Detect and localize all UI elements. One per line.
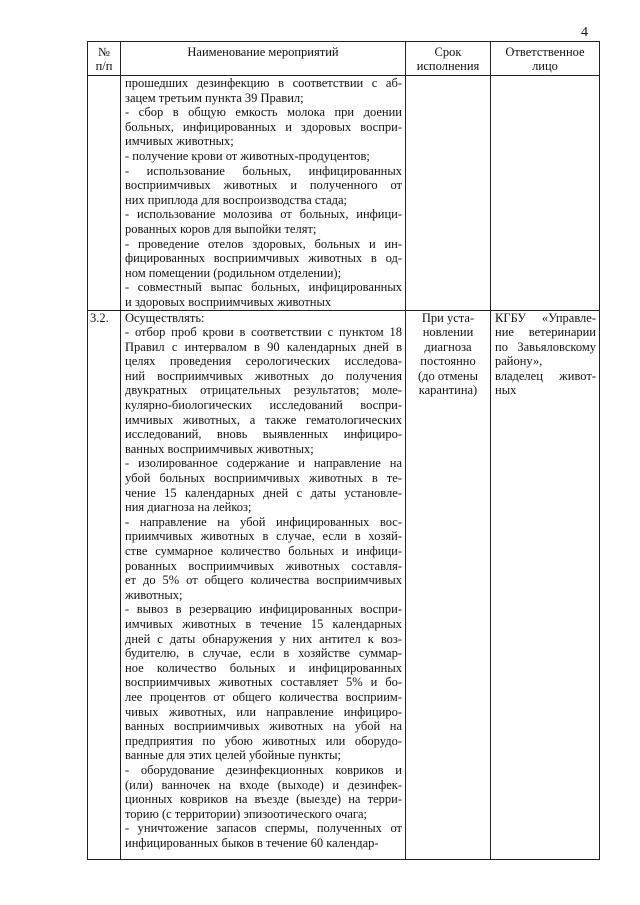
- measure-text-line: целях проведения серологических исследова-: [125, 354, 402, 369]
- measure-text-line: - совместный выпас больных, инфицированных: [125, 280, 402, 295]
- measure-text-line: и здоровых восприимчивых животных: [125, 294, 332, 309]
- row-term: [406, 310, 491, 859]
- measure-text-line: кулярно-биологических исследований воспри-: [125, 398, 402, 413]
- row-measures-text: [121, 310, 406, 859]
- measure-text-line: - использование молозива от больных, инфици-: [125, 207, 402, 222]
- measure-text-line: имчивых животных;: [125, 134, 234, 149]
- measure-text-line: ционных ковриков на въезде (выезде) на терри-: [125, 792, 402, 807]
- measure-text-line: животных;: [125, 587, 183, 602]
- row-term: [406, 76, 491, 311]
- header-num: [88, 42, 121, 76]
- measure-text-line: фицированных восприимчивых животных в од-: [125, 251, 402, 266]
- measure-text-line: инфицированных быков в течение 60 календар-: [125, 835, 379, 850]
- measure-text-line: Правил с интервалом в 90 календарных дней в: [125, 339, 402, 354]
- measure-text-line: - сбор в общую емкость молока при доении: [125, 105, 402, 120]
- measure-text-line: ное количество больных и инфицированных: [125, 660, 402, 675]
- responsible-line: по Завьяловскому: [495, 339, 596, 354]
- measure-text-line: них приплода для воспроизводства стада;: [125, 192, 348, 207]
- header-num-line: п/п: [95, 59, 113, 73]
- measure-text-line: ванных восприимчивых животных;: [125, 441, 314, 456]
- measures-table: [87, 41, 600, 860]
- measure-text-line: двукратных отрицательных результатов; моле-: [125, 383, 402, 398]
- measure-text-line: - вывоз в резервацию инфицированных воспри-: [125, 602, 402, 617]
- row-measures-text: [121, 76, 406, 311]
- measure-text-line: Осуществлять:: [125, 310, 205, 325]
- row-number: 3.2.: [88, 310, 121, 859]
- table-header-row: [88, 42, 600, 76]
- measure-text-line: имчивых животных, а также гематологических: [125, 412, 402, 427]
- measure-text-line: - изолированное содержание и направление на: [125, 456, 402, 471]
- row-responsible: [491, 76, 600, 311]
- measure-text-line: ния диагноза на лейкоз;: [125, 500, 252, 515]
- measure-text-line: ний восприимчивых животных до получения: [125, 368, 402, 383]
- measure-text-line: - оборудование дезинфекционных ковриков и: [125, 762, 402, 777]
- term-line: (до отмены: [418, 368, 478, 383]
- measure-text-line: (или) ванночек на входе (выходе) и дезинфек-: [125, 777, 402, 792]
- measure-text-line: будителю, в случае, если в хозяйстве суммар-: [125, 646, 402, 661]
- measure-text-line: чивых животных, или направление инфициро-: [125, 704, 402, 719]
- measure-text-line: ном помещении (родильном отделении);: [125, 265, 342, 280]
- header-responsible-line: Ответственное: [505, 45, 585, 59]
- responsible-line: владелец живот-: [495, 368, 596, 383]
- term-line: постоянно: [420, 354, 476, 369]
- header-name: Наименование мероприятий: [121, 42, 406, 76]
- term-line: диагноза: [424, 339, 472, 354]
- measure-text-line: дней с даты обнаружения у них антител к воз-: [125, 631, 402, 646]
- measure-text-line: больных, инфицированных и здоровых воспри-: [125, 119, 402, 134]
- measure-text-line: - уничтожение запасов спермы, полученных от: [125, 821, 402, 836]
- header-term-line: Срок: [434, 45, 462, 59]
- header-responsible-line: лицо: [532, 59, 558, 73]
- header-num-line: №: [98, 45, 110, 59]
- measure-text-line: стве суммарное количество больных и инфици-: [125, 544, 402, 558]
- header-term-line: исполнения: [416, 59, 480, 73]
- measure-text-line: ванных восприимчивых животных на убой на: [125, 719, 402, 734]
- row-responsible: [491, 310, 600, 859]
- term-line: новлении: [422, 325, 474, 340]
- row-number: [88, 76, 121, 311]
- responsible-line: ных: [495, 383, 517, 398]
- table-row: [88, 310, 600, 859]
- term-line: карантина): [418, 383, 478, 398]
- responsible-line: ние ветеринарии: [495, 325, 596, 340]
- measure-text-line: торию (с территории) эпизоотического очага;: [125, 806, 368, 821]
- measure-text-line: чение 15 календарных дней с даты установле-: [125, 485, 402, 500]
- measure-text-line: - получение крови от животных-продуцентов;: [125, 148, 370, 163]
- page-number: 4: [581, 25, 588, 40]
- measure-text-line: исследований, вновь выявленных инфициро-: [125, 427, 402, 442]
- term-line: При уста-: [421, 310, 475, 325]
- responsible-line: КГБУ «Управле-: [495, 310, 596, 325]
- measure-text-line: - проведение отелов здоровых, больных и ин-: [125, 236, 402, 251]
- measure-text-line: - направление на убой инфицированных вос-: [125, 514, 402, 529]
- measure-text-line: ет до 5% от общего количества восприимчивых: [125, 573, 402, 588]
- responsible-line: району»,: [495, 354, 543, 369]
- measure-text-line: прошедших дезинфекцию в соответствии с аб-: [125, 76, 402, 90]
- measure-text-line: - отбор проб крови в соответствии с пунктом 18: [125, 325, 402, 340]
- measure-text-line: приимчивых животных в случае, если в хозяй-: [125, 529, 402, 544]
- measure-text-line: зацем третьим пункта 39 Правил;: [125, 90, 304, 105]
- measure-text-line: - использование больных, инфицированных: [125, 163, 402, 178]
- table-row: [88, 76, 600, 311]
- measure-text-line: рованных коров для выпойки телят;: [125, 221, 317, 236]
- header-responsible: [491, 42, 600, 76]
- measure-text-line: имчивых животных в течение 15 календарных: [125, 616, 402, 631]
- measure-text-line: лее процентов от общего количества восприим-: [125, 689, 402, 704]
- measure-text-line: восприимчивых животных и полученного от: [125, 178, 402, 193]
- measure-text-line: убой больных восприимчивых животных в те-: [125, 471, 402, 486]
- measure-text-line: рованных восприимчивых животных составля-: [125, 558, 402, 573]
- header-term: [406, 42, 491, 76]
- measure-text-line: предприятия по убою животных или оборудо-: [125, 733, 402, 748]
- measure-text-line: восприимчивых животных составляет 5% и бо-: [125, 675, 402, 690]
- measure-text-line: ванные для этих целей убойные пункты;: [125, 748, 341, 763]
